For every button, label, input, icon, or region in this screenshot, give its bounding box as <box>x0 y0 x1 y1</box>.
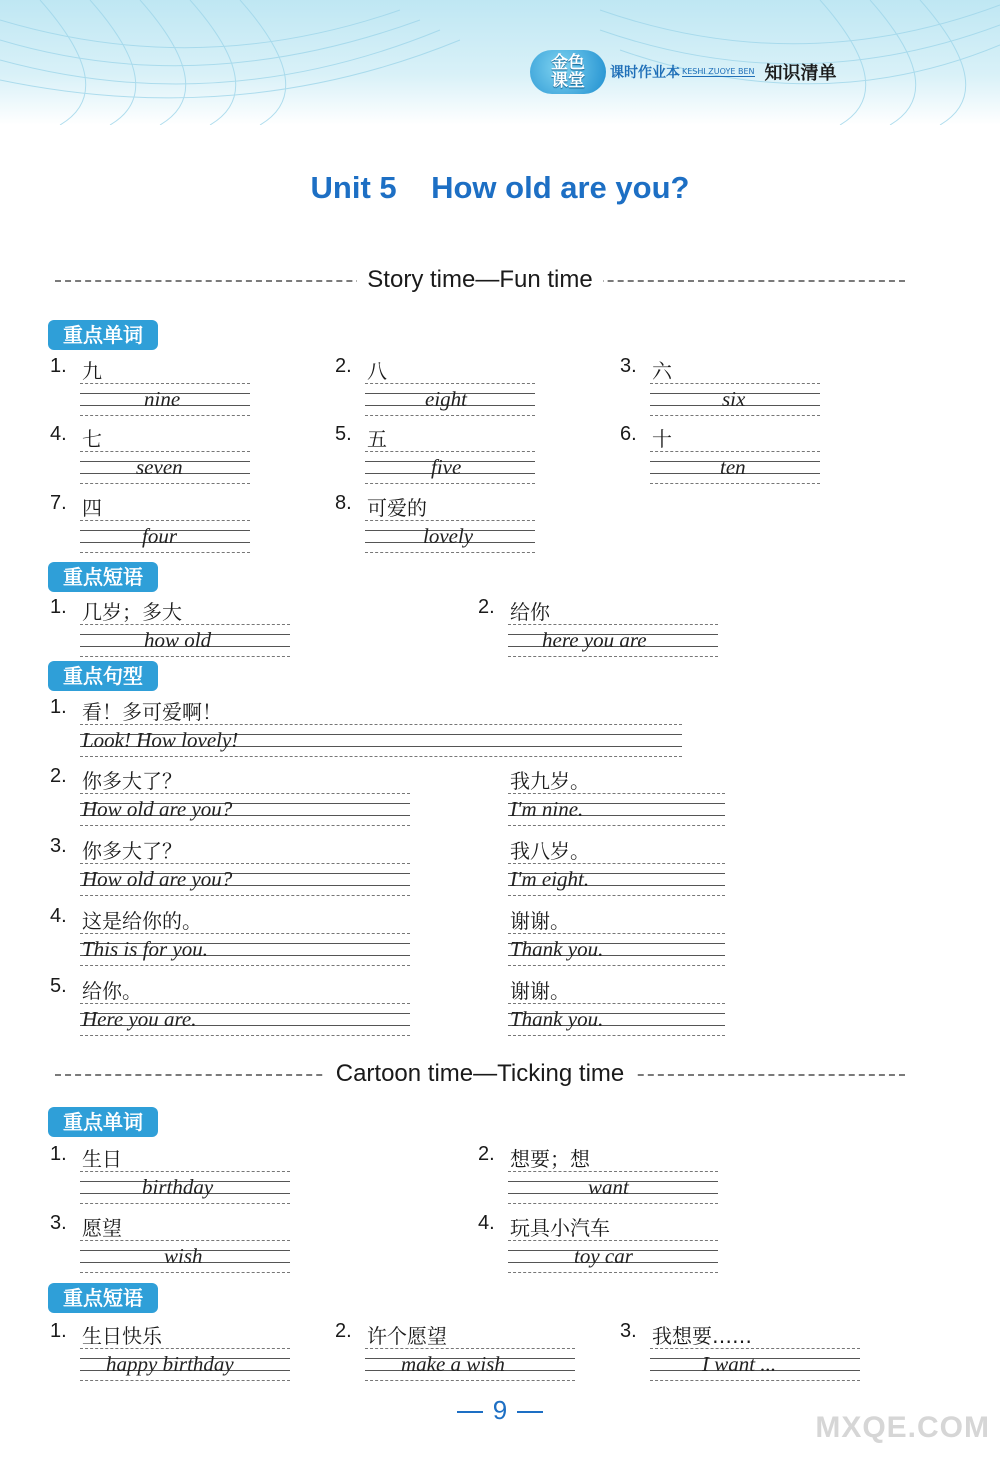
item-chinese: 我想要…… <box>652 1324 752 1348</box>
item-chinese: 给你 <box>510 600 550 624</box>
item-answer: five <box>431 455 462 479</box>
brand-line2: 课堂 <box>551 71 585 91</box>
brand-english: KESHI ZUOYE BEN <box>682 67 755 76</box>
tag-key-words: 重点单词 <box>48 320 158 350</box>
item-number: 1. <box>50 596 67 618</box>
item-number: 4. <box>478 1212 495 1234</box>
item-number: 8. <box>335 492 352 514</box>
item-number: 3. <box>620 1320 637 1342</box>
item-number: 2. <box>335 355 352 377</box>
brand-logo <box>530 52 837 92</box>
item-answer: nine <box>144 387 181 411</box>
item-chinese: 玩具小汽车 <box>510 1216 610 1240</box>
item-number: 1. <box>50 1320 67 1342</box>
item-answer: lovely <box>423 524 474 548</box>
brand-badge <box>530 50 606 94</box>
item-chinese: 生日 <box>82 1147 122 1171</box>
item-chinese: 许个愿望 <box>367 1324 447 1348</box>
item-answer: four <box>142 524 178 548</box>
item-number: 3. <box>50 835 67 857</box>
item-number: 3. <box>620 355 637 377</box>
section-title-story: Story time—Fun time <box>357 266 602 293</box>
item-answer: How old are you? <box>82 867 233 891</box>
item-chinese: 几岁；多大 <box>82 600 182 624</box>
item-chinese: 你多大了？ <box>82 839 182 863</box>
item-chinese: 你多大了？ <box>82 769 182 793</box>
item-chinese: 想要；想 <box>510 1147 590 1171</box>
item-chinese: 给你。 <box>82 979 142 1003</box>
header-tag: 知识清单 <box>764 63 837 84</box>
item-number: 2. <box>478 596 495 618</box>
item-answer: here you are <box>542 628 647 652</box>
item-answer: birthday <box>142 1175 214 1199</box>
reply-answer: Thank you. <box>510 937 604 961</box>
item-chinese: 八 <box>367 359 387 383</box>
item-answer: wish <box>164 1244 203 1268</box>
item-answer: six <box>722 387 746 411</box>
item-number: 6. <box>620 423 637 445</box>
item-answer: how old <box>144 628 212 652</box>
item-chinese: 生日快乐 <box>82 1324 162 1348</box>
tag-key-words: 重点单词 <box>48 1107 158 1137</box>
item-answer: I want ... <box>702 1352 777 1376</box>
item-number: 3. <box>50 1212 67 1234</box>
item-answer: Look! How lovely! <box>82 728 239 752</box>
item-answer: make a wish <box>401 1352 505 1376</box>
item-number: 4. <box>50 423 67 445</box>
section-separator-story <box>55 266 905 296</box>
page-number-bar <box>457 1411 483 1413</box>
section-title-cartoon: Cartoon time—Ticking time <box>326 1060 635 1087</box>
item-answer: seven <box>136 455 183 479</box>
item-number: 2. <box>50 765 67 787</box>
item-chinese: 看！多可爱啊！ <box>82 700 222 724</box>
page-number-value: 9 <box>492 1395 508 1425</box>
item-answer: How old are you? <box>82 797 233 821</box>
item-number: 1. <box>50 696 67 718</box>
watermark: MXQE.COM <box>815 1411 990 1444</box>
item-chinese: 可爱的 <box>367 496 427 520</box>
item-chinese: 五 <box>367 427 387 451</box>
reply-chinese: 我八岁。 <box>510 839 590 863</box>
unit-title: Unit 5 How old are you? <box>310 170 690 205</box>
item-chinese: 七 <box>82 427 102 451</box>
item-answer: This is for you. <box>82 937 209 961</box>
reply-chinese: 我九岁。 <box>510 769 590 793</box>
item-answer: ten <box>720 455 746 479</box>
reply-answer: I'm nine. <box>510 797 584 821</box>
item-answer: toy car <box>574 1244 633 1268</box>
item-number: 7. <box>50 492 67 514</box>
item-answer: Here you are. <box>82 1007 197 1031</box>
brand-line1: 金色 <box>551 53 585 73</box>
item-chinese: 四 <box>82 496 102 520</box>
brand-subtitle: 课时作业本 <box>610 65 680 81</box>
item-number: 2. <box>335 1320 352 1342</box>
item-number: 1. <box>50 1143 67 1165</box>
item-number: 5. <box>335 423 352 445</box>
reply-chinese: 谢谢。 <box>510 909 570 933</box>
item-answer: want <box>588 1175 629 1199</box>
tag-key-phrases: 重点短语 <box>48 562 158 592</box>
item-answer: happy birthday <box>106 1352 234 1376</box>
item-chinese: 九 <box>82 359 102 383</box>
item-chinese: 十 <box>652 427 672 451</box>
item-chinese: 愿望 <box>82 1216 122 1240</box>
item-answer: eight <box>425 387 467 411</box>
item-number: 4. <box>50 905 67 927</box>
item-number: 5. <box>50 975 67 997</box>
header-band <box>0 0 1000 125</box>
section-separator-cartoon <box>55 1060 905 1090</box>
item-chinese: 六 <box>652 359 672 383</box>
reply-answer: Thank you. <box>510 1007 604 1031</box>
page-number-bar <box>517 1411 543 1413</box>
reply-chinese: 谢谢。 <box>510 979 570 1003</box>
item-number: 2. <box>478 1143 495 1165</box>
tag-key-sentences: 重点句型 <box>48 661 158 691</box>
header-mesh-decoration <box>0 0 1000 125</box>
item-chinese: 这是给你的。 <box>82 909 202 933</box>
item-number: 1. <box>50 355 67 377</box>
reply-answer: I'm eight. <box>510 867 590 891</box>
tag-key-phrases: 重点短语 <box>48 1283 158 1313</box>
